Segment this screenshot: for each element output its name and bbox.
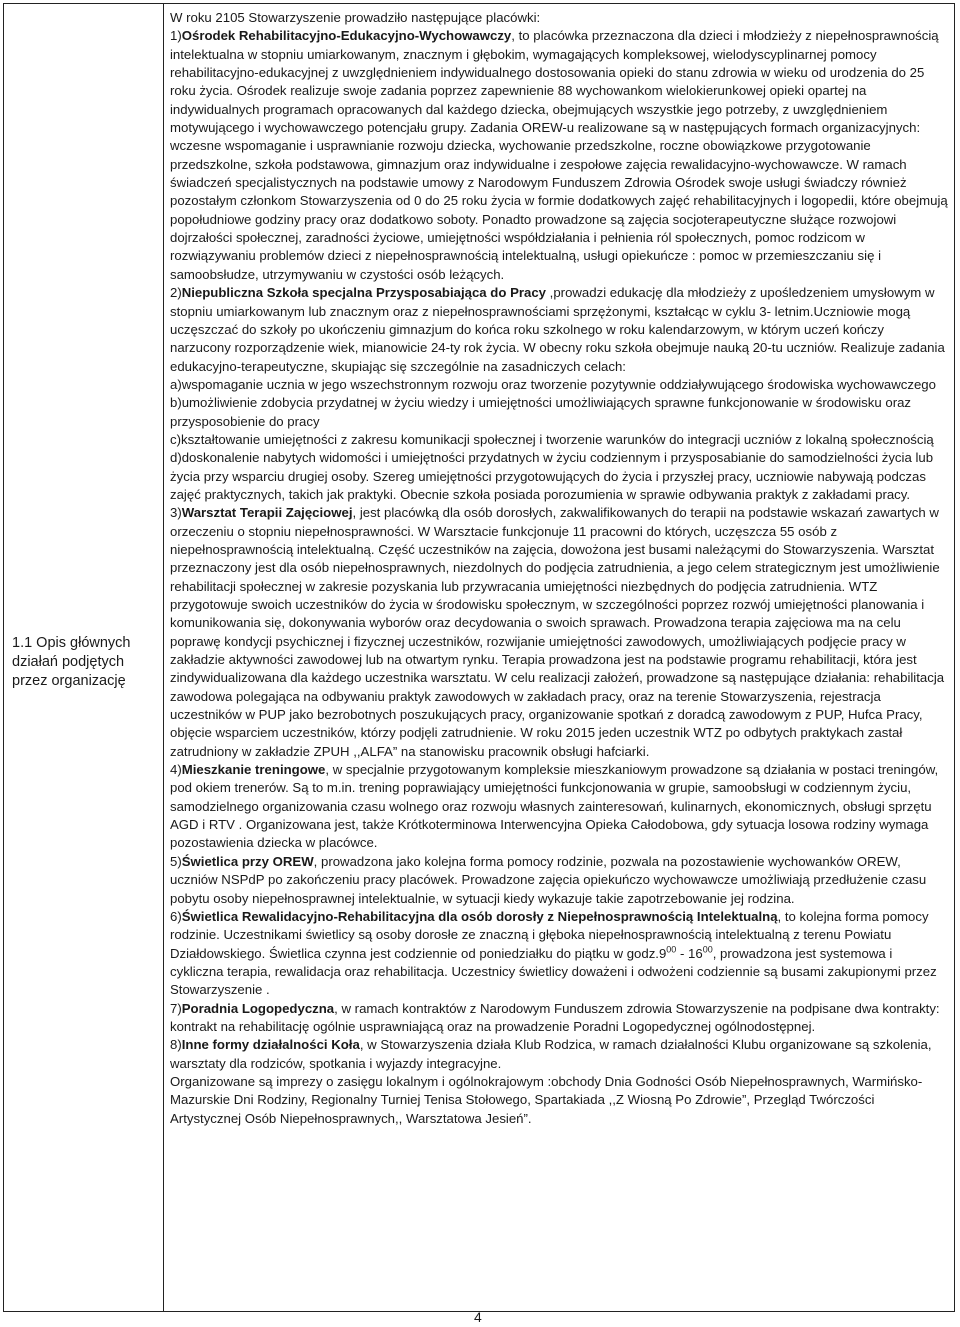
item-number: 7) — [170, 1000, 182, 1016]
item-text: , w specjalnie przygotowanym kompleksie mieszkaniowym prowadzone są działania w postaci treningów, pod okiem trenerów. Są to m.in. trening poprawiający umiejętności funkcjonowania w grupie, samoobsługi w codziennym życiu, samodzielnego organizowania czasu wolnego oraz rozwoju własnych zainteresowań, kulinarnych, ekonomicznych, obsługi sprzętu AGD i RTV . Organizowana jest, także Krótkoterminowa Interwencyjna Opieka Całodobowa, gdy sytuacja losowa rodziny wymaga pozostawienia dziecka w placówce. — [170, 762, 939, 851]
item-adult-club — [170, 908, 948, 1000]
item-training-flat — [170, 761, 948, 853]
item-orew — [170, 27, 948, 284]
item-text: , to placówka przeznaczona dla dzieci i młodzieży z niepełnosprawnością intelektualna w stopniu umiarkowanym, znacznym i głębokim, wymagających kompleksowej, wielodyscyplinarnej pomocy rehabilitacyjno-edukacyjnej z uwzględnieniem indywidualnego dostosowania opieki do stanu zdrowia w wieku od urodzenia do 25 roku życia. Ośrodek realizuje swoje zadania poprzez zapewnienie 88 wychowankom wielokierunkowej opieki opartej na indywidualnych programach opracowanych dal każdego dziecka, obejmujących wszystkie jego potrzeby, z uwzględnieniem motywującego i wychowawczego potencjału grupy. Zadania OREW-u realizowane są w następujących formach organizacyjnych: wczesne wspomaganie i usprawnianie rozwoju dziecka, wychowanie przedszkolne, roczne obowiązkowe przygotowanie przedszkolne, szkoła podstawowa, gimnazjum oraz indywidualne i zespołowe zajęcia rewalidacyjno-wychowawcze. W ramach świadczeń specjalistycznych na podstawie umowy z Narodowym Funduszem Zdrowia Ośrodek swoje usługi świadczy również pozostałym członkom Stowarzyszenia od 0 do 25 roku życia w formie dodatkowych zajęć rehabilitacyjnych i logopedii, które obejmują popołudniowe godziny pracy oraz dodatkowo soboty. Ponadto prowadzone są zajęcia socjoterapeutyczne służące rozwojowi dojrzałości społecznej, zaradności życiowe, umiejętności współdziałania i pełnienia ról społecznych, pomoc rodzicom w rozwiązywaniu problemów dzieci z niepełnosprawnością intelektualną, usługi opiekuńcze : pomoc w przemieszczaniu się i samoobsłudze, utrzymywaniu w czystości osób leżących. — [170, 28, 948, 282]
item-name: Warsztat Terapii Zajęciowej — [181, 505, 353, 521]
item-text: , jest placówką dla osób dorosłych, zakwalifikowanych do terapii na podstawie wskazań zawartych w orzeczeniu o stopniu niepełnosprawności. W Warsztacie funkcjonuje 11 pracowni do których, uczęszcza 55 osób z niepełnosprawnością intelektualną. Część uczestników na zajęcia, dowożona jest busami należącymi do Stowarzyszenia. Warsztat przeznaczony jest dla osób niepełnosprawnych, niezdolnych do podjęcia zatrudnienia, a jego celem strategicznym jest umożliwienie rehabilitacji społecznej w zakresie pozyskania lub przywracania umiejętności niezbędnych do podjęcia zatrudnienia. WTZ przygotowuje swoich uczestników do życia w środowisku społecznym, w szczególności poprzez rozwój umiejętności planowania i komunikowania się, dokonywania wyborów oraz decydowania o swoich sprawach. Prowadzona terapia zajęciowa ma na celu poprawę kondycji psychicznej i fizycznej uczestników, rozwijanie umiejętności zawodowych, umożliwiających podjęcie pracy w zakładzie aktywności zawodowej lub na otwartym rynku. Terapia prowadzona jest na podstawie programu rehabilitacji, która jest zindywidualizowana dla każdego uczestnika warsztatu. W celu realizacji założeń, prowadzone są następujące działania: rehabilitacja zawodowa polegająca na odbywaniu praktyk zawodowych w zakładach pracy, oraz na terenie Stowarzyszenia, rejestracja uczestników w PUP jako bezrobotnych poszukujących pracy, organizowanie spotkań z doradcą zawodowym z PUP, Hufca Pracy, objęcie wsparciem uczestników, którzy podjęli zatrudnienie. W roku 2015 jeden uczestnik WTZ po odbytych praktykach zastał zatrudniony w zakładzie ZPUH ,,ALFA” na stanowisku pracownik obsługi hafciarki. — [170, 505, 945, 759]
item-text: , w ramach kontraktów z Narodowym Funduszem zdrowia Stowarzyszenie na podpisane dwa kontrakty: kontrakt na rehabilitację ogólnie usprawniającą oraz na prowadzenie Poradni Logopedycznej ogólnodostępnej. — [170, 1000, 940, 1034]
item-name: Mieszkanie treningowe — [181, 762, 326, 778]
item-text: - 16 — [676, 945, 703, 961]
item-name: Niepubliczna Szkoła specjalna Przysposabiająca do Pracy — [181, 285, 547, 301]
item-name: Ośrodek Rehabilitacyjno-Edukacyjno-Wychowawczy — [181, 28, 512, 44]
item-name: Inne formy działalności Koła — [181, 1037, 360, 1053]
section-label-cell — [4, 4, 164, 1311]
item-text: , w Stowarzyszenia działa Klub Rodzica, w ramach działalności Klubu organizowane są szkolenia, warsztaty dla rodziców, spotkania i wyjazdy integracyjne. — [170, 1037, 932, 1071]
item-text: , prowadzona jako kolejna forma pomocy rodzinie, pozwala na pozostawienie wychowanków OREW, uczniów NSPdP po zakończeniu pracy placówek. Prowadzone zajęcia opiekuńczo wychowawcze umożliwiają przedłużenie czasu pobytu osoby niepełnosprawnej intelektualnie, w sytuacji kiedy wykazuje takie zapotrzebowanie jej rodzina. — [170, 853, 927, 906]
item-wtz — [170, 504, 948, 761]
item-name: Świetlica Rewalidacyjno-Rehabilitacyjna dla osób dorosły z Niepełnosprawnością Intelektualną — [181, 908, 778, 924]
goal-c: c)kształtowanie umiejętności z zakresu komunikacji społecznej i tworzenie warunków do integracji uczniów z lokalną społecznością — [170, 431, 934, 447]
item-number: 4) — [170, 762, 182, 778]
section-content-cell — [164, 4, 954, 1311]
hour-superscript: 00 — [702, 944, 713, 955]
item-school — [170, 284, 948, 376]
intro-paragraph: W roku 2105 Stowarzyszenie prowadziło następujące placówki: — [170, 10, 541, 25]
item-number: 5) — [170, 853, 182, 869]
item-number: 1) — [170, 28, 182, 44]
goal-b: b)umożliwienie zdobycia przydatnej w życiu wiedzy i umiejętności umożliwiających sprawne funkcjonowanie w środowisku oraz przysposobienie do pracy — [170, 395, 912, 429]
content-table — [3, 3, 955, 1312]
item-other-activities — [170, 1036, 948, 1073]
item-name: Świetlica przy OREW — [181, 853, 314, 869]
closing-paragraph: Organizowane są imprezy o zasięgu lokalnym i ogólnokrajowym :obchody Dnia Godności Osób Niepełnosprawnych, Warmińsko-Mazurskie Dni Rodziny, Regionalny Turniej Tenisa Stołowego, Spartakiada ,,Z Wiosną Po Zdrowie”, Przegląd Twórczości Artystycznej Osób Niepełnosprawnych,, Warsztatowa Jesień”. — [170, 1073, 923, 1126]
item-speech-clinic — [170, 1000, 948, 1037]
item-orew-club — [170, 853, 948, 908]
item-name: Poradnia Logopedyczna — [181, 1000, 335, 1016]
goal-a: a)wspomaganie ucznia w jego wszechstronnym rozwoju oraz tworzenie pozytywnie oddziaływującego środowiska wychowawczego — [170, 376, 936, 392]
item-text: ,prowadzi edukację dla młodzieży z upośledzeniem umysłowym w stopniu umiarkowanym lub znacznym oraz z niepełnosprawnościami sprzężonymi, kształcąc w cyklu 3- letnim.Uczniowie mogą uczęszczać do szkoły po ukończeniu gimnazjum do końca roku szkolnego w roku kalendarzowym, w którym uczeń kończy narzucony rozporządzenie wiek, mianowicie 24-ty rok życia. W obecny roku szkoła obejmuje nauką 20-tu uczniów. Realizuje zadania edukacyjno-terapeutyczne, skupiając się szczególnie na zasadniczych celach: — [170, 285, 945, 374]
page-number: 4 — [474, 1309, 482, 1325]
item-number: 8) — [170, 1037, 182, 1053]
item-text: , prowadzona jest systemowa i cykliczna terapia, rewalidacja oraz rehabilitacja. Uczestnicy świetlicy doważeni i odwożeni codziennie są busami zakupionymi przez Stowarzyszenie . — [170, 945, 937, 998]
item-number: 3) — [170, 505, 182, 521]
item-number: 6) — [170, 908, 182, 924]
goal-d: d)doskonalenie nabytych widomości i umiejętności przydatnych w życiu codziennym i przysposabianie do samodzielności życia lub życia przy wsparciu drugiej osoby. Szereg umiejętności przygotowujących do życia i przyszłej pracy, uczniowie nabywają podczas zajęć praktycznych, takich jak praktyki. Obecnie szkoła posiada porozumienia w sprawie odbywania praktyk z zakładami pracy. — [170, 450, 934, 502]
item-text: , to kolejna forma pomocy rodzinie. Uczestnikami świetlicy są osoby dorosłe ze znaczną i głęboka niepełnosprawnością intelektualną z terenu Powiatu Działdowskiego. Świetlica czynna jest codziennie od poniedziałku do piątku w godz.9 — [170, 908, 929, 961]
item-number: 2) — [170, 285, 182, 301]
section-title: 1.1 Opis głównych działań podjętych przez organizację — [12, 635, 131, 689]
hour-superscript: 00 — [666, 944, 677, 955]
